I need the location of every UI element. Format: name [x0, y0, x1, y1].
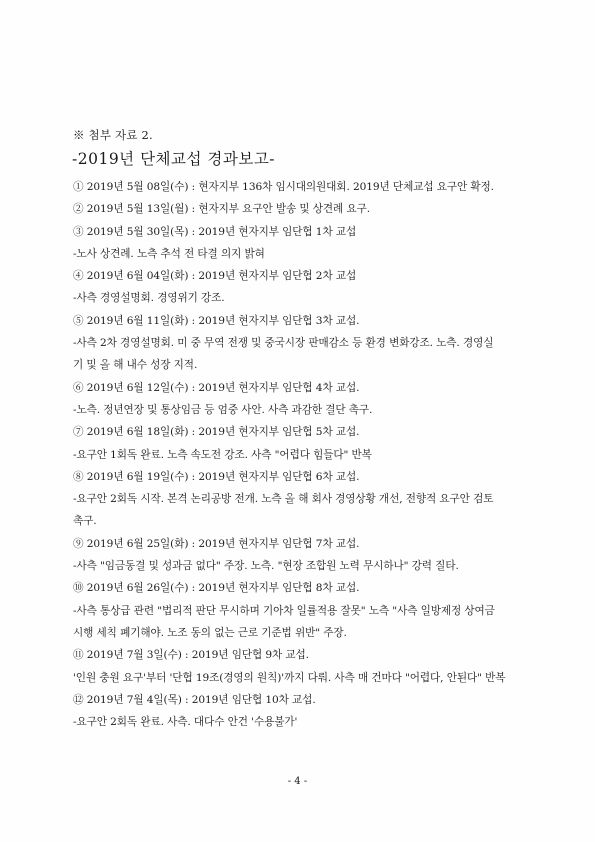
report-line: '인원 충원 요구'부터 '단협 19조(경영의 원칙)'까지 다뤄. 사측 매 건마다 "어렵다, 안된다" 반복: [73, 671, 506, 684]
report-line: -요구안 2회독 시작. 본격 논리공방 전개. 노측 올 해 회사 경영상황 개선, 전향적 요구안 검토: [73, 493, 494, 506]
report-line: ③ 2019년 5월 30일(목) : 2019년 현자지부 임단협 1차 교섭: [73, 225, 357, 238]
page-number: - 4 -: [287, 776, 308, 787]
report-line: 촉구.: [73, 515, 97, 528]
report-body: [73, 176, 533, 733]
report-line: -사측 경영설명회. 경영위기 강조.: [73, 292, 225, 305]
report-line: ④ 2019년 6월 04일(화) : 2019년 현자지부 임단협 2차 교섭: [73, 270, 357, 283]
report-line: -요구안 2회독 완료. 사측. 대다수 안건 '수용불가': [73, 716, 298, 729]
report-line: 기 및 올 해 내수 성장 지적.: [73, 359, 198, 372]
report-line: 시행 세칙 폐기해야. 노조 동의 없는 근로 기준법 위반" 주장.: [73, 626, 347, 639]
report-line: ⑫ 2019년 7월 4일(목) : 2019년 임단협 10차 교섭.: [73, 693, 316, 706]
report-line: ⑧ 2019년 6월 19일(수) : 2019년 현자지부 임단협 6차 교섭.: [73, 470, 360, 483]
report-line: -사측 2차 경영설명회. 미 중 무역 전쟁 및 중국시장 판매감소 등 환경 변화강조. 노측. 경영실: [73, 337, 494, 350]
report-line: -사측 통상급 관련 "법리적 판단 무시하며 기아차 일률적용 잘못" 노측 "사측 일방제정 상여금: [73, 604, 495, 617]
report-line: ⑦ 2019년 6월 18일(화) : 2019년 현자지부 임단협 5차 교섭.: [73, 426, 360, 439]
report-line: ① 2019년 5월 08일(수) : 현자지부 136차 임시대의원대회. 2019년 단체교섭 요구안 확정.: [73, 181, 494, 193]
report-line: ⑪ 2019년 7월 3일(수) : 2019년 임단협 9차 교섭.: [73, 649, 309, 662]
report-line: -사측 "임금동결 및 성과금 없다" 주장. 노측. "현장 조합원 노력 무시하나" 강력 질타.: [73, 560, 459, 573]
report-line: -요구안 1회독 완료. 노측 속도전 강조. 사측 "어렵다 힘들다" 반복: [73, 448, 372, 461]
attachment-label: ※ 첨부 자료 2.: [73, 128, 153, 142]
report-line: ⑨ 2019년 6월 25일(화) : 2019년 현자지부 임단협 7차 교섭.: [73, 537, 360, 550]
report-line: -노사 상견례. 노측 추석 전 타결 의지 밝혀: [73, 247, 265, 260]
report-line: -노측. 정년연장 및 통상임금 등 엄중 사안. 사측 과감한 결단 촉구.: [73, 403, 373, 416]
report-line: ⑩ 2019년 6월 26일(수) : 2019년 현자지부 임단협 8차 교섭.: [73, 582, 360, 595]
document-title: -2019년 단체교섭 경과보고-: [72, 150, 276, 168]
report-line: ⑤ 2019년 6월 11일(화) : 2019년 현자지부 임단협 3차 교섭.: [73, 314, 360, 327]
report-line: ② 2019년 5월 13일(월) : 현자지부 요구안 발송 및 상견례 요구.: [73, 203, 370, 216]
report-line: ⑥ 2019년 6월 12일(수) : 2019년 현자지부 임단협 4차 교섭.: [73, 381, 360, 394]
